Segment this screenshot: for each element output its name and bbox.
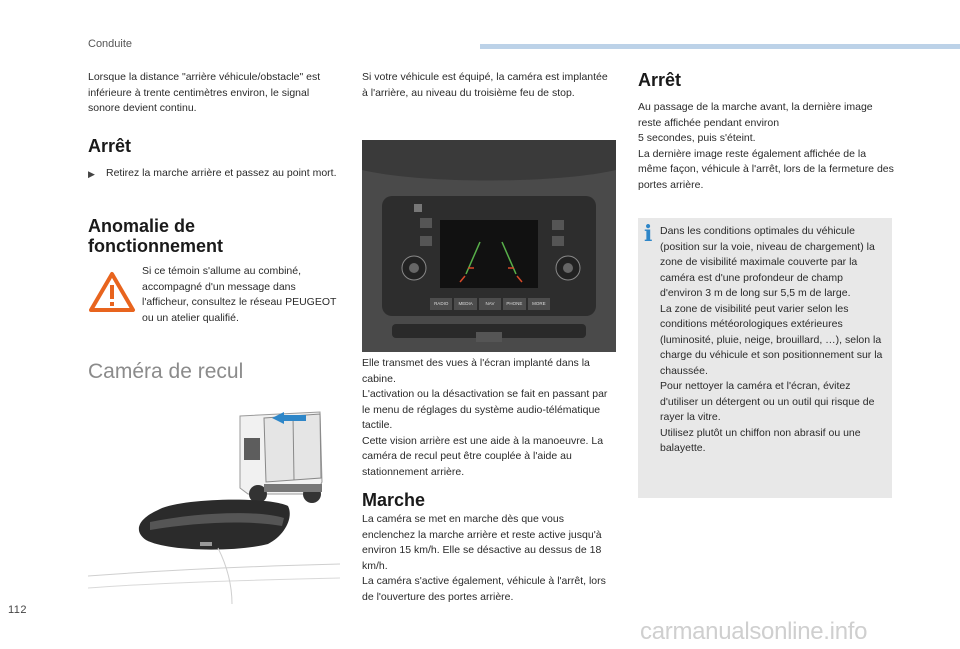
arret-bullet xyxy=(88,166,342,183)
anomalie-text: Si ce témoin s'allume au combiné, accompagné d'un message dans l'afficheur, consultez le réseau PEUGEOT ou un atelier qualifié. xyxy=(142,265,337,324)
anomalie-heading-line2: fonctionnement xyxy=(88,236,223,256)
anomalie-heading xyxy=(88,216,342,256)
info-text: Dans les conditions optimales du véhicule (position sur la voie, niveau de chargement) la zone de visibilité maximale couverte par la caméra est d'une profondeur de champ d'environ 3 m de long sur 5,5 m de large. La zone de visibilité peut varier selon les conditions météorologiques extérieures (luminosité, pluie, neige, brouillard, …), selon la charge du véhicule et son positionnement sur la chaussée. Pour nettoyer la caméra et l'écran, évitez d'utiliser un détergent ou un outil qui risque de rayer la vitre. Utilisez plutôt un chiffon non abrasif ou une balayette. xyxy=(660,225,883,454)
camera-section-title: Caméra de recul xyxy=(88,360,244,383)
nav-button: NAV xyxy=(479,298,501,310)
marche-heading: Marche xyxy=(362,490,426,510)
arret-bullet-text: Retirez la marche arrière et passez au point mort. xyxy=(106,167,337,179)
section-label: Conduite xyxy=(88,38,133,50)
marche-text: La caméra se met en marche dès que vous enclenchez la marche arrière et reste active jusqu'à environ 15 km/h. Elle se désactive au dessus de 18 km/h. La caméra s'active également, véhicule à l'arrêt, lors de l'ouverture des portes arrière. xyxy=(362,513,606,603)
warning-icon xyxy=(88,270,136,314)
media-button: MEDIA xyxy=(454,298,476,310)
radio-button-row xyxy=(430,298,550,310)
camera-location-text: Si votre véhicule est équipé, la caméra est implantée à l'arrière, au niveau du troisième feu de stop. xyxy=(362,71,608,99)
page-number: 112 xyxy=(8,604,28,616)
dashboard-screen-illustration xyxy=(362,140,616,352)
van-image xyxy=(240,412,322,503)
more-button: MORE xyxy=(528,298,550,310)
arret-heading-right: Arrêt xyxy=(638,70,682,90)
radio-button: RADIO xyxy=(430,298,452,310)
bullet-icon: ▶ xyxy=(88,169,95,179)
watermark: carmanualsonline.info xyxy=(640,618,868,645)
arret-heading-left: Arrêt xyxy=(88,136,132,156)
intro-paragraph: Lorsque la distance "arrière véhicule/obstacle" est inférieure à trente centimètres environ, le signal sonore devient continu. xyxy=(88,71,321,114)
phone-button: PHONE xyxy=(503,298,525,310)
rear-camera-illustration xyxy=(88,398,340,604)
arret-text-right: Au passage de la marche avant, la dernière image reste affichée pendant environ 5 secondes, puis s'éteint. La dernière image reste également affichée de la même façon, véhicule à l'arrêt, lors de la fermeture des portes arrière. xyxy=(638,101,894,191)
anomalie-heading-line1: Anomalie de xyxy=(88,216,196,236)
header-accent-bar xyxy=(480,44,960,49)
transmission-text: Elle transmet des vues à l'écran implanté dans la cabine. L'activation ou la désactivation se fait en passant par le menu de réglages du système audio-télématique tactile. Cette vision arrière est une aide à la manoeuvre. La caméra de recul peut être couplée à l'aide au stationnement arrière. xyxy=(362,357,608,478)
info-icon: i xyxy=(644,221,653,247)
